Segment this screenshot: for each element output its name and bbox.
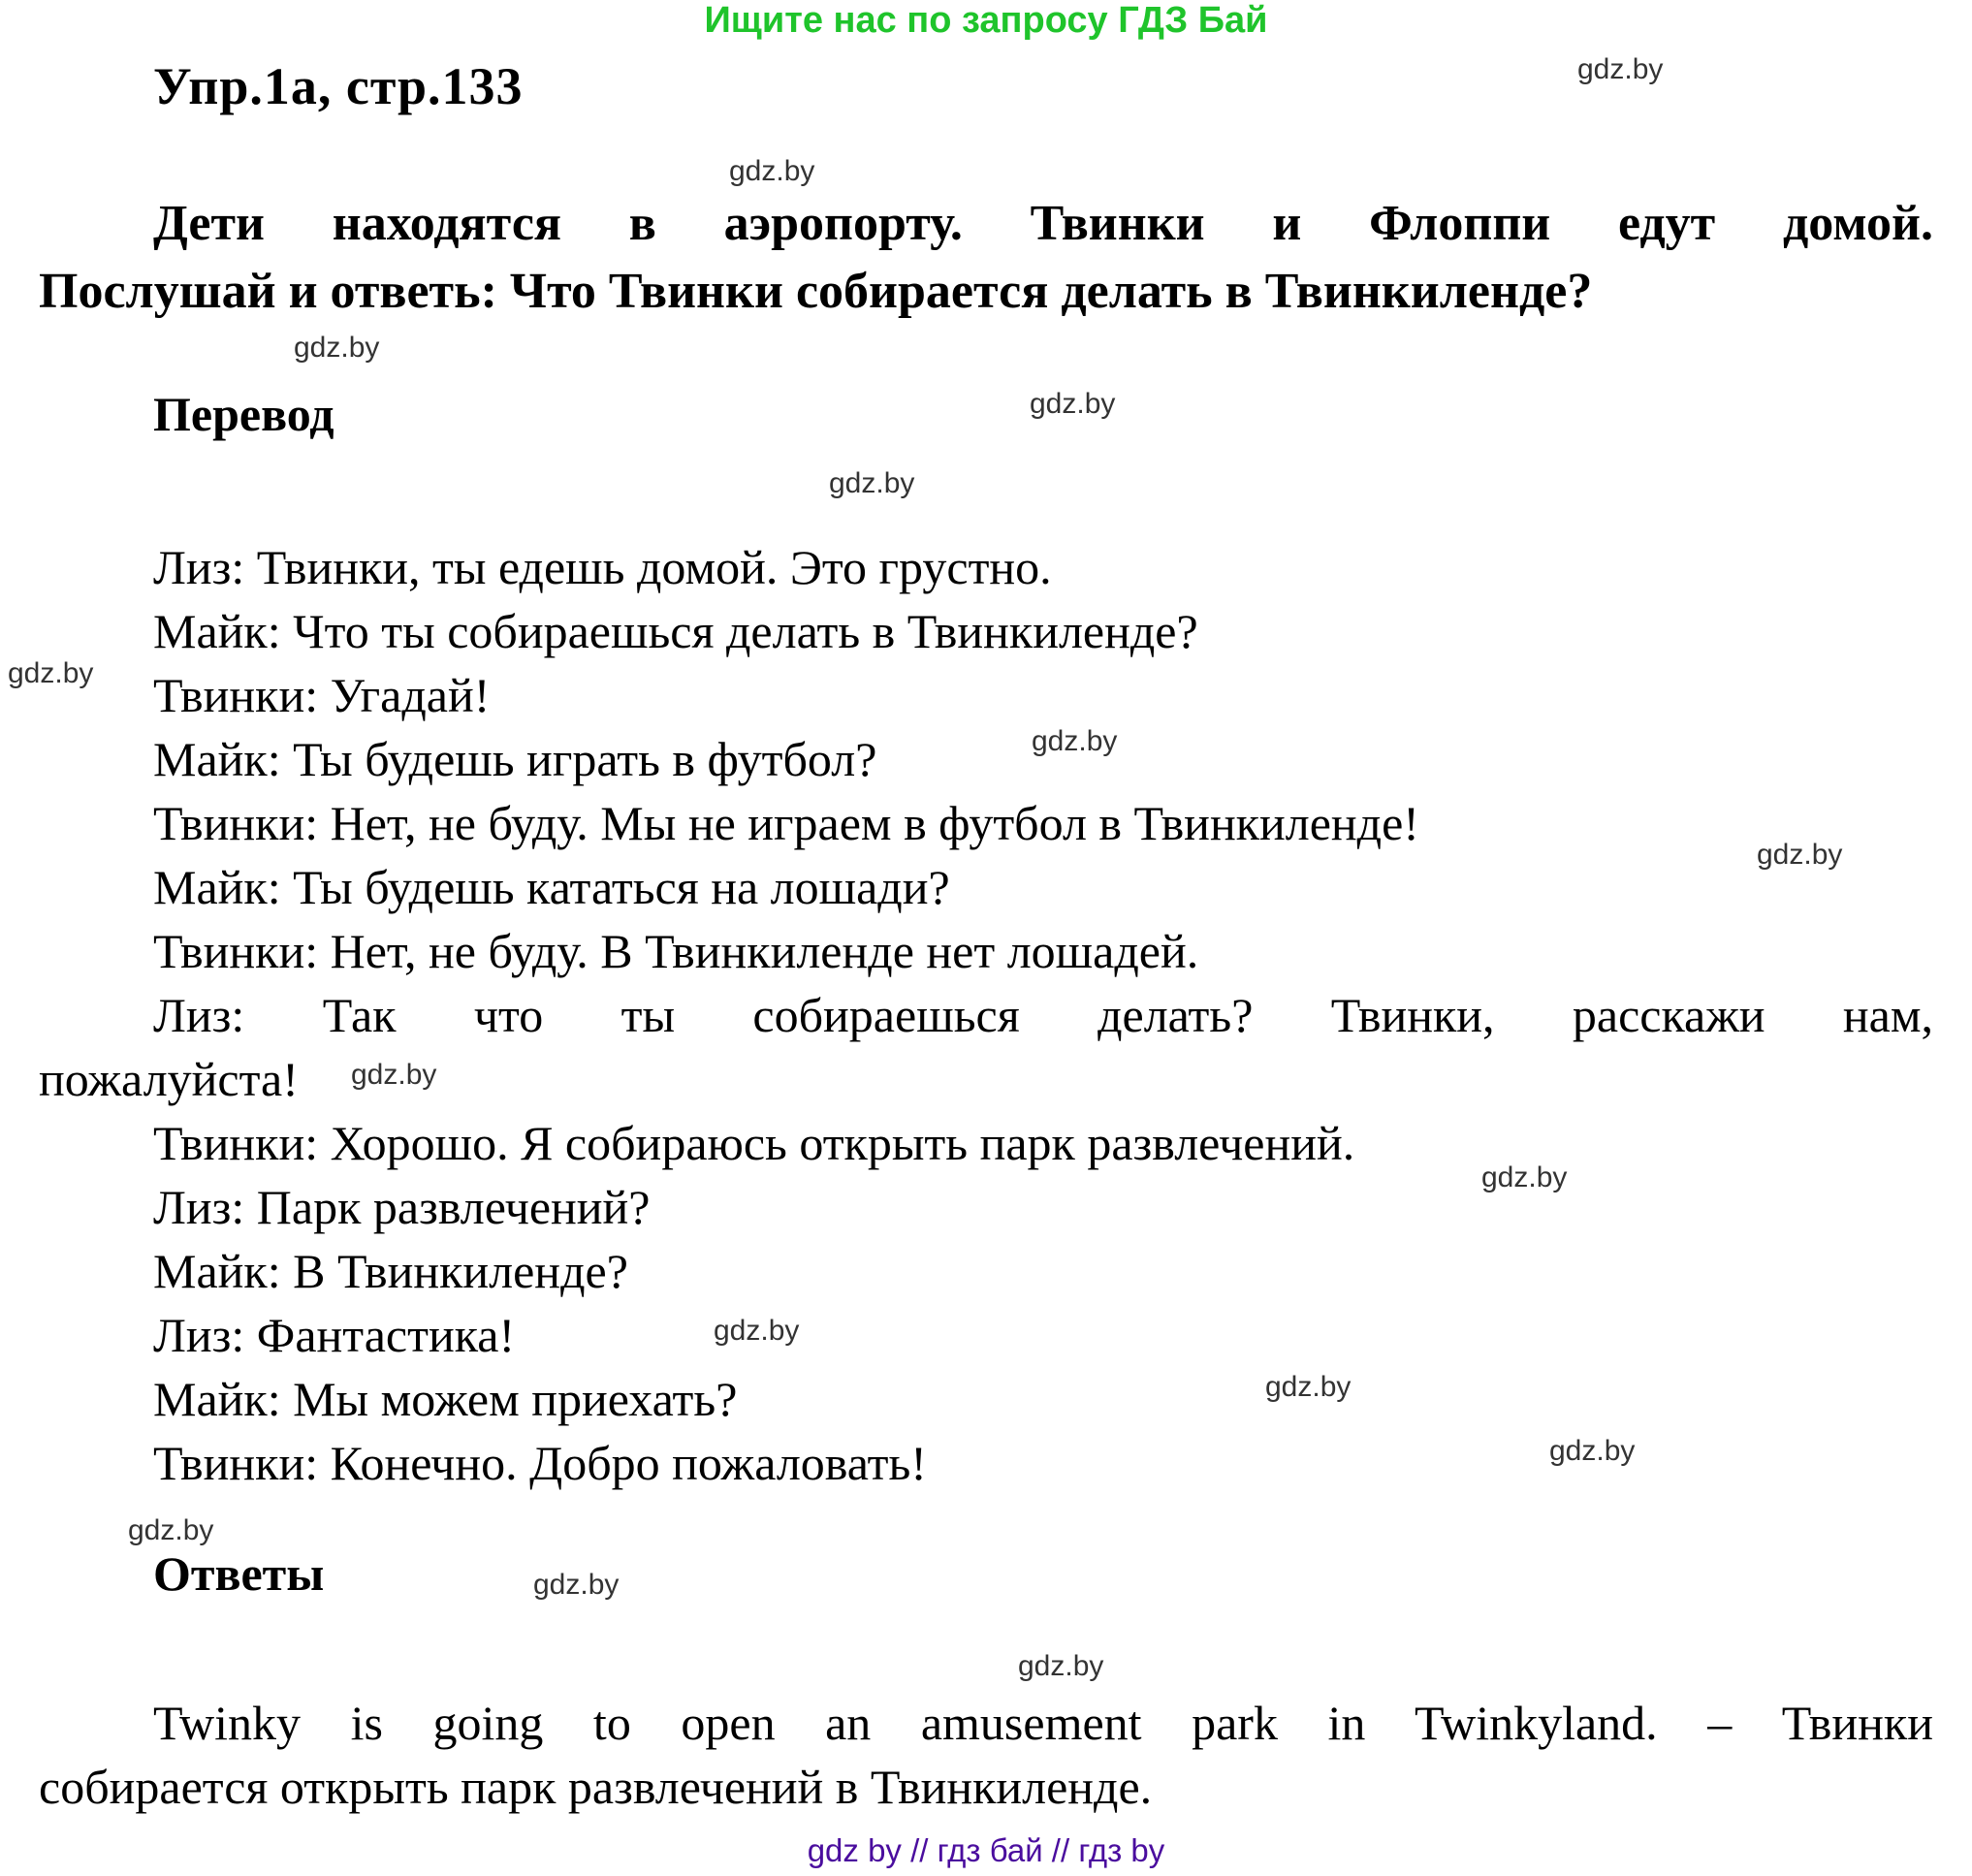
- dialogue-line: Твинки: Угадай!: [153, 668, 491, 722]
- dialogue-translation: [39, 535, 1933, 1495]
- dialogue-line: Твинки: Нет, не буду. Мы не играем в футбол в Твинкиленде!: [153, 796, 1419, 850]
- dialogue-line: Лиз: Фантастика!: [153, 1308, 516, 1362]
- dialogue-line: Лиз: Парк развлечений?: [153, 1180, 651, 1234]
- section-heading-answers: Ответы: [153, 1546, 325, 1601]
- dialogue-line: Майк: Ты будешь играть в футбол?: [153, 732, 877, 786]
- gdz-watermark: gdz.by: [1030, 388, 1116, 420]
- answer-line: собирается открыть парк развлечений в Твинкиленде.: [39, 1760, 1153, 1814]
- task-line: Дети находятся в аэропорту. Твинки и Флоппи едут домой.: [153, 196, 1933, 251]
- gdz-watermark: gdz.by: [729, 155, 815, 187]
- footer-links: gdz by // гдз бай // гдз by: [807, 1832, 1165, 1868]
- dialogue-line: Твинки: Нет, не буду. В Твинкиленде нет лошадей.: [153, 924, 1199, 978]
- dialogue-line: пожалуйста!: [39, 1052, 299, 1106]
- promo-banner: Ищите нас по запросу ГДЗ Бай: [704, 0, 1268, 41]
- gdz-watermark: gdz.by: [1265, 1371, 1352, 1403]
- dialogue-line: Майк: Что ты собираешься делать в Твинкиленде?: [153, 604, 1198, 658]
- gdz-watermark: gdz.by: [8, 657, 94, 689]
- dialogue-line: Майк: Ты будешь кататься на лошади?: [153, 860, 950, 914]
- dialogue-line: Майк: Мы можем приехать?: [153, 1372, 738, 1426]
- gdz-watermark: gdz.by: [1032, 725, 1118, 757]
- gdz-watermark: gdz.by: [351, 1059, 437, 1091]
- exercise-title: Упр.1а, стр.133: [153, 57, 524, 115]
- gdz-watermark: gdz.by: [1549, 1435, 1636, 1467]
- gdz-watermark: gdz.by: [1018, 1650, 1104, 1682]
- gdz-watermark: gdz.by: [1577, 53, 1664, 85]
- task-line: Послушай и ответь: Что Твинки собирается делать в Твинкиленде?: [39, 264, 1593, 319]
- gdz-watermark: gdz.by: [533, 1569, 620, 1601]
- gdz-watermark: gdz.by: [829, 467, 915, 499]
- dialogue-line: Лиз: Твинки, ты едешь домой. Это грустно.: [153, 540, 1052, 594]
- gdz-watermark: gdz.by: [128, 1514, 214, 1546]
- dialogue-line: Твинки: Конечно. Добро пожаловать!: [153, 1436, 927, 1490]
- answer-text: [39, 1691, 1933, 1819]
- dialogue-line: Майк: В Твинкиленде?: [153, 1244, 628, 1298]
- task-description: [39, 190, 1933, 326]
- gdz-watermark: gdz.by: [1481, 1161, 1568, 1193]
- gdz-watermark: gdz.by: [294, 332, 380, 364]
- gdz-watermark: gdz.by: [714, 1315, 800, 1347]
- dialogue-line: Лиз: Так что ты собираешься делать? Твинки, расскажи нам,: [153, 988, 1933, 1042]
- gdz-watermark: gdz.by: [1757, 839, 1843, 871]
- section-heading-translation: Перевод: [153, 387, 334, 441]
- dialogue-line: Твинки: Хорошо. Я собираюсь открыть парк развлечений.: [153, 1116, 1355, 1170]
- answer-line: Twinky is going to open an amusement park in Twinkyland. – Твинки: [153, 1696, 1933, 1750]
